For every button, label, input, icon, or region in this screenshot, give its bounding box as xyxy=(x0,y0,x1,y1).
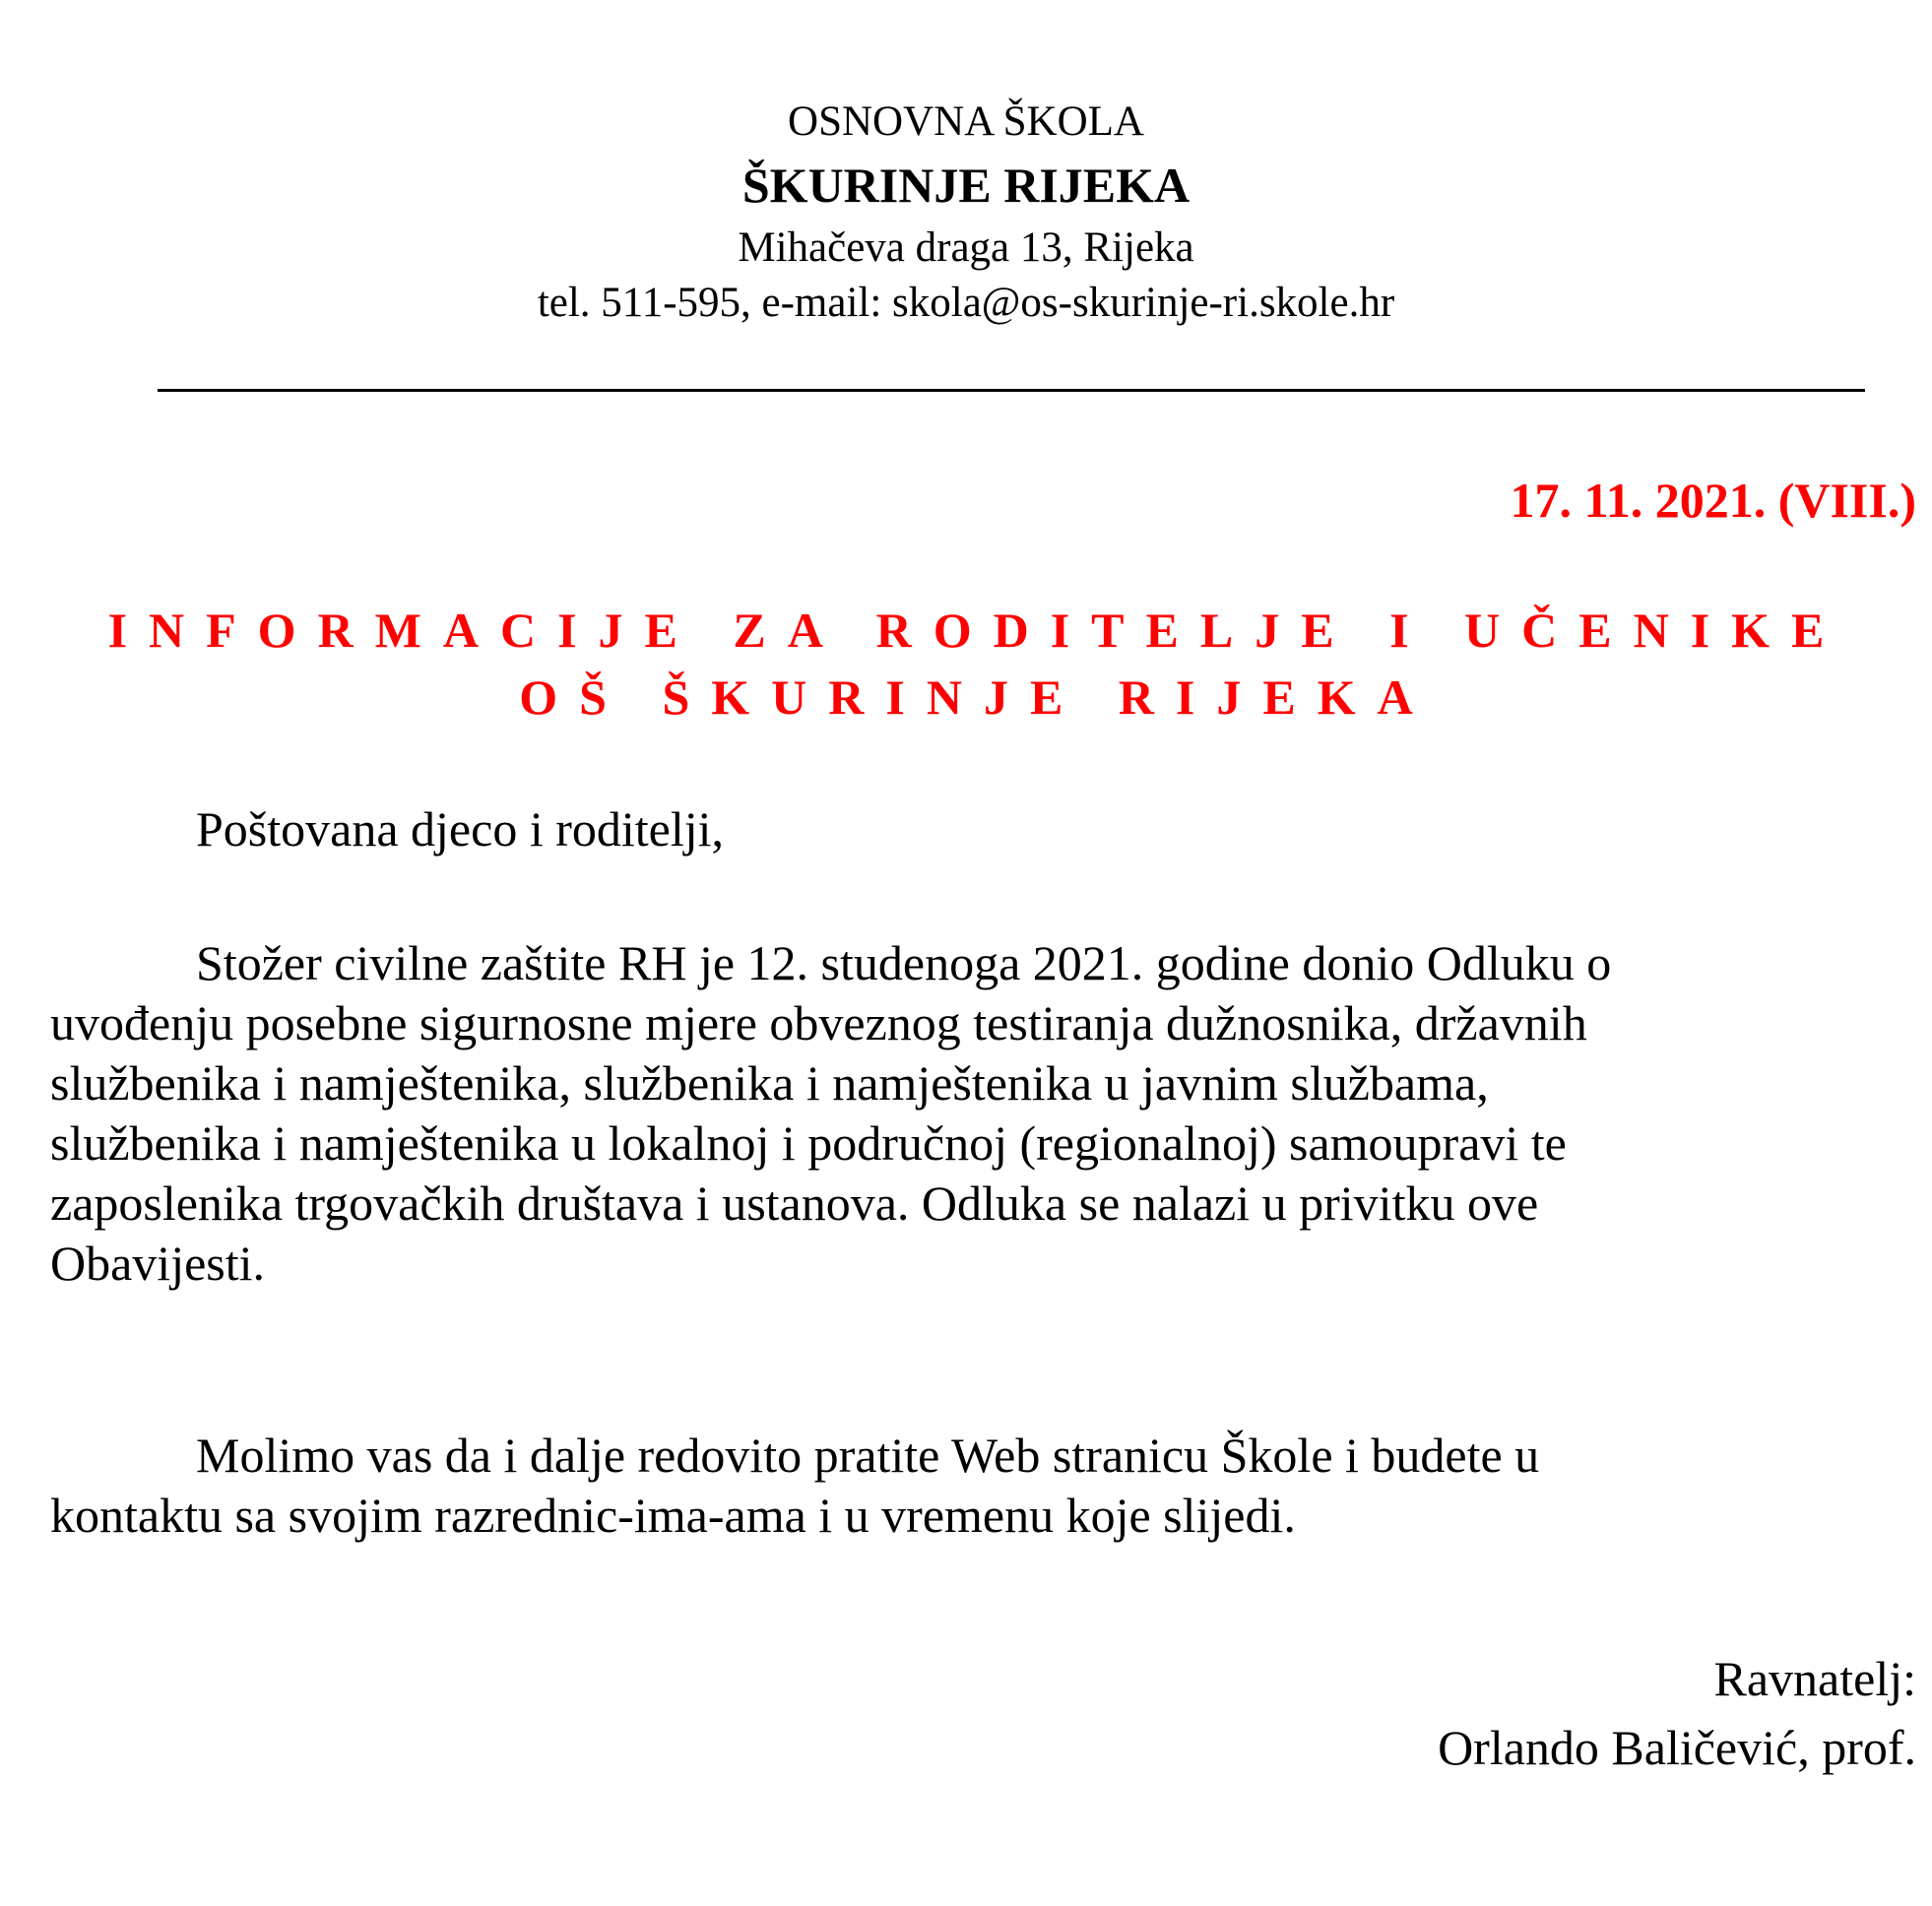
school-type: OSNOVNA ŠKOLA xyxy=(788,98,1144,145)
paragraph-line: Stožer civilne zaštite RH je 12. studenoga 2021. godine donio Odluku o xyxy=(196,935,1612,990)
school-address: Mihačeva draga 13, Rijeka xyxy=(738,224,1194,271)
paragraph-line: uvođenju posebne sigurnosne mjere obveznog testiranja dužnosnika, državnih xyxy=(50,995,1587,1050)
paragraph-line: Molimo vas da i dalje redovito pratite Web stranicu Škole i budete u xyxy=(196,1428,1540,1483)
paragraph-request xyxy=(50,1426,1882,1546)
signature-name: Orlando Baličević, prof. xyxy=(1438,1720,1916,1775)
document-title-line2: OŠ ŠKURINJE RIJEKA xyxy=(519,669,1435,725)
greeting: Poštovana djeco i roditelji, xyxy=(196,801,725,857)
paragraph-line: zaposlenika trgovačkih društava i ustanova. Odluka se nalazi u privitku ove xyxy=(50,1175,1539,1231)
paragraph-line: kontaktu sa svojim razrednic-ima-ama i u vremenu koje slijedi. xyxy=(50,1488,1296,1543)
signature-role: Ravnatelj: xyxy=(1713,1651,1916,1706)
paragraph-line: Obavijesti. xyxy=(50,1236,266,1291)
school-contact: tel. 511-595, e-mail: skola@os-skurinje-ri.skole.hr xyxy=(537,280,1395,326)
school-name: ŠKURINJE RIJEKA xyxy=(741,158,1191,213)
paragraph-line: službenika i namještenika, službenika i namještenika u javnim službama, xyxy=(50,1055,1489,1111)
document-title-line1: INFORMACIJE ZA RODITELJE I UČENIKE xyxy=(107,603,1846,658)
paragraph-decision xyxy=(50,933,1882,1294)
paragraph-line: službenika i namještenika u lokalnoj i područnoj (regionalnoj) samoupravi te xyxy=(50,1115,1567,1171)
document-date: 17. 11. 2021. (VIII.) xyxy=(1510,473,1916,528)
header-divider xyxy=(158,389,1865,392)
